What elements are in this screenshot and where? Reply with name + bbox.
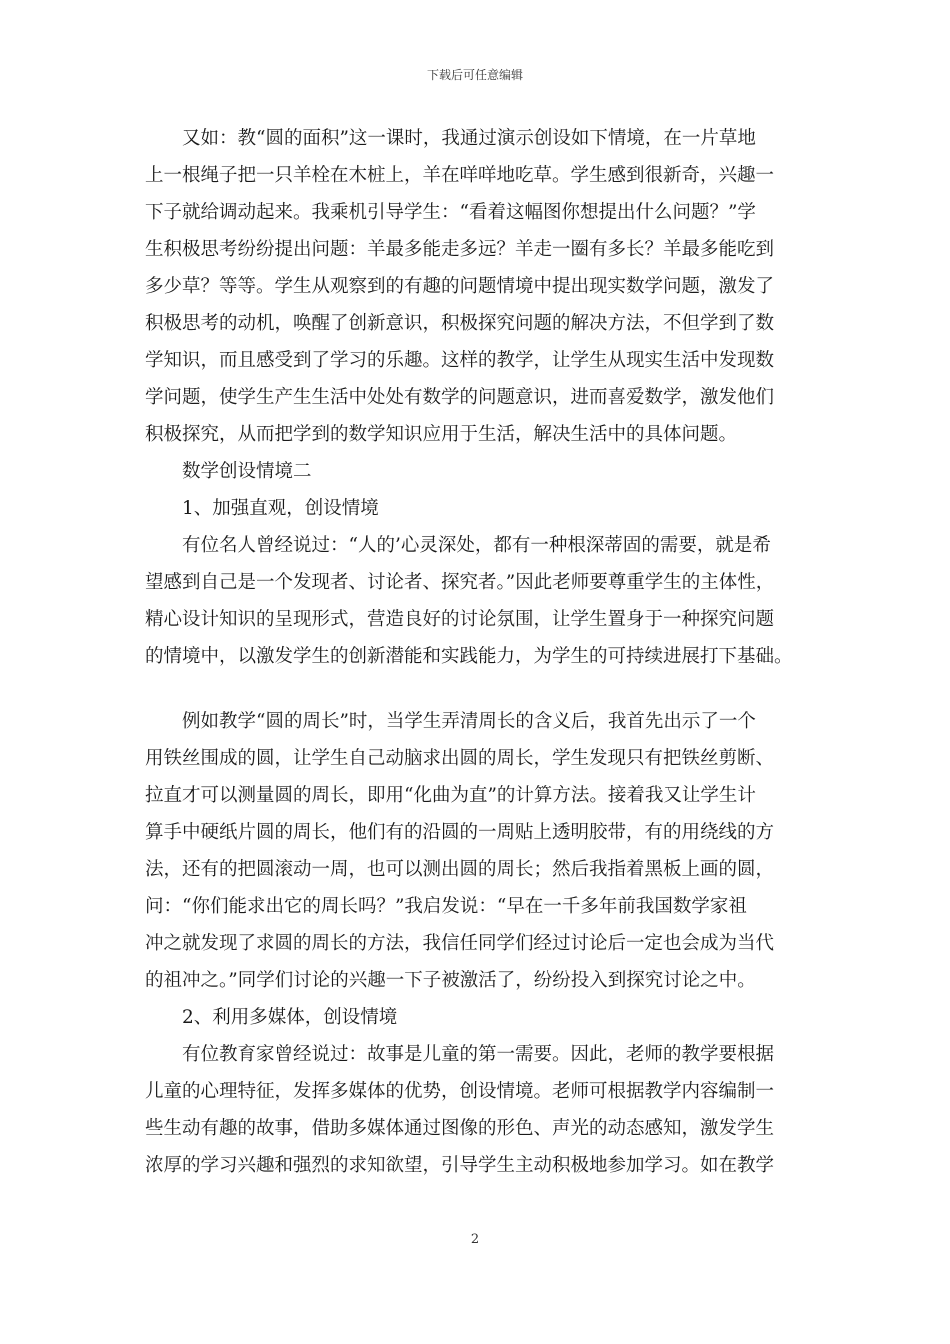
paragraph-2 bbox=[145, 527, 820, 675]
paragraph-3 bbox=[145, 703, 820, 999]
text-line: 算手中硬纸片圆的周长，他们有的沿圆的一周贴上透明胶带，有的用绕线的方 bbox=[145, 822, 775, 843]
text-line: 积极探究，从而把学到的数学知识应用于生活，解决生活中的具体问题。 bbox=[145, 424, 738, 445]
text-line: 下子就给调动起来。我乘机引导学生：“看着这幅图你想提出什么问题？”学 bbox=[145, 202, 756, 223]
paragraph-4 bbox=[145, 1036, 820, 1184]
text-line: 学问题，使学生产生生活中处处有数学的问题意识，进而喜爱数学，激发他们 bbox=[145, 387, 775, 408]
text-line: 多少草？等等。学生从观察到的有趣的问题情境中提出现实数学问题，激发了 bbox=[145, 276, 775, 297]
section-heading: 数学创设情境二 bbox=[182, 461, 312, 482]
subheading-1: 1、加强直观，创设情境 bbox=[182, 498, 379, 519]
text-line: 上一根绳子把一只羊栓在木桩上，羊在咩咩地吃草。学生感到很新奇，兴趣一 bbox=[145, 165, 775, 186]
text-line: 用铁丝围成的圆，让学生自己动脑求出圆的周长，学生发现只有把铁丝剪断、 bbox=[145, 748, 775, 769]
text-line: 又如：教“圆的面积”这一课时，我通过演示创设如下情境，在一片草地 bbox=[182, 128, 756, 149]
text-line: 学知识，而且感受到了学习的乐趣。这样的教学，让学生从现实生活中发现数 bbox=[145, 350, 775, 371]
subheading-2: 2、利用多媒体，创设情境 bbox=[182, 1007, 398, 1028]
text-line: 法，还有的把圆滚动一周，也可以测出圆的周长；然后我指着黑板上画的圆， bbox=[145, 859, 775, 880]
text-line: 精心设计知识的呈现形式，营造良好的讨论氛围，让学生置身于一种探究问题 bbox=[145, 609, 775, 630]
text-line: 生积极思考纷纷提出问题：羊最多能走多远？羊走一圈有多长？羊最多能吃到 bbox=[145, 239, 775, 260]
text-line: 儿童的心理特征，发挥多媒体的优势，创设情境。老师可根据教学内容编制一 bbox=[145, 1081, 775, 1102]
text-line: 望感到自己是一个发现者、讨论者、探究者。”因此老师要尊重学生的主体性， bbox=[145, 572, 775, 593]
text-line: 例如教学“圆的周长”时，当学生弄清周长的含义后，我首先出示了一个 bbox=[182, 711, 756, 732]
document-body bbox=[145, 120, 820, 1184]
text-line: 积极思考的动机，唤醒了创新意识，积极探究问题的解决方法，不但学到了数 bbox=[145, 313, 775, 334]
paragraph-spacer bbox=[145, 675, 820, 703]
page-number: 2 bbox=[470, 1232, 480, 1247]
text-line: 的情境中，以激发学生的创新潜能和实践能力，为学生的可持续进展打下基础。 bbox=[145, 646, 793, 667]
text-line: 些生动有趣的故事，借助多媒体通过图像的形色、声光的动态感知，激发学生 bbox=[145, 1118, 775, 1139]
paragraph-1 bbox=[145, 120, 820, 453]
page-header: 下载后可任意编辑 bbox=[426, 68, 523, 82]
text-line: 拉直才可以测量圆的周长，即用“化曲为直”的计算方法。接着我又让学生计 bbox=[145, 785, 756, 806]
text-line: 有位名人曾经说过：“人的’心灵深处，都有一种根深蒂固的需要，就是希 bbox=[182, 535, 771, 556]
text-line: 浓厚的学习兴趣和强烈的求知欲望，引导学生主动积极地参加学习。如在教学 bbox=[145, 1155, 775, 1176]
text-line: 问：“你们能求出它的周长吗？”我启发说：“早在一千多年前我国数学家祖 bbox=[145, 896, 747, 917]
text-line: 冲之就发现了求圆的周长的方法，我信任同学们经过讨论后一定也会成为当代 bbox=[145, 933, 775, 954]
text-line: 有位教育家曾经说过：故事是儿童的第一需要。因此，老师的教学要根据 bbox=[182, 1044, 775, 1065]
text-line: 的祖冲之。”同学们讨论的兴趣一下子被激活了，纷纷投入到探究讨论之中。 bbox=[145, 970, 756, 991]
